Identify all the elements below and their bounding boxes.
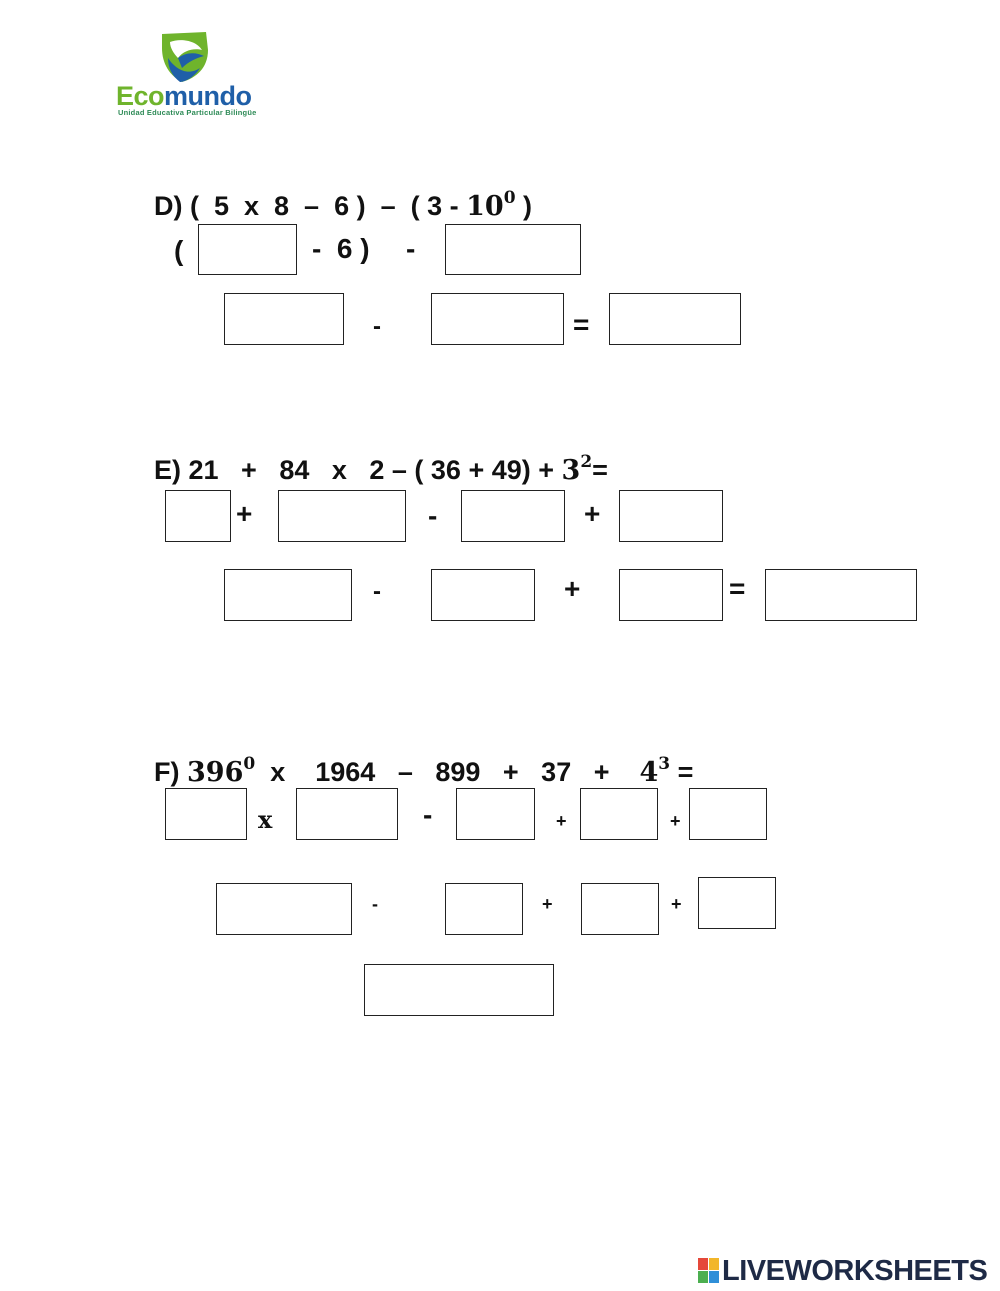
f-step1-plus-1: +	[556, 811, 567, 831]
f-step2-answer-box-4[interactable]	[698, 877, 776, 929]
problem-f-power-2	[639, 754, 671, 788]
d-step2-answer-box-2[interactable]	[431, 293, 564, 345]
problem-f-label: F)	[154, 757, 188, 787]
problem-d-text: D) ( 5 x 8 – 6 ) – ( 3 -	[154, 191, 467, 221]
power-exponent: 3	[658, 754, 671, 774]
d-step1-answer-box-1[interactable]	[198, 224, 297, 275]
d-step2-answer-box-1[interactable]	[224, 293, 344, 345]
d-step1-answer-box-2[interactable]	[445, 224, 581, 275]
problem-f-power-1	[187, 754, 256, 788]
liveworksheets-brand	[698, 1254, 998, 1288]
leaf-shield-icon	[156, 28, 214, 86]
problem-f-expression	[139, 724, 693, 789]
e-step2-answer-box-1[interactable]	[224, 569, 352, 621]
power-base: 396	[187, 757, 244, 788]
f-step1-times: x	[258, 805, 273, 834]
e-step1-answer-box-4[interactable]	[619, 490, 723, 542]
power-base: 4	[639, 757, 659, 788]
f-step1-answer-box-3[interactable]	[456, 788, 535, 840]
e-step2-equals: =	[729, 573, 746, 604]
liveworksheets-wordmark: LIVEWORKSHEETS	[722, 1255, 988, 1287]
f-step1-answer-box-4[interactable]	[580, 788, 658, 840]
power-exponent: 2	[580, 452, 593, 472]
logo-word-eco: Eco	[116, 81, 165, 111]
e-step2-plus: +	[564, 573, 581, 604]
power-exponent: 0	[503, 188, 516, 208]
power-base: 10	[466, 191, 504, 222]
d-step2-minus: -	[373, 313, 381, 340]
e-step1-minus: -	[428, 500, 438, 531]
icon-block-e	[709, 1271, 719, 1283]
problem-e-text: E) 21 + 84 x 2 – ( 36 + 49) +	[154, 455, 562, 485]
f-step2-plus-1: +	[542, 894, 553, 914]
icon-block-i	[709, 1258, 719, 1270]
problem-f-middle: x 1964 – 899 + 37 +	[255, 757, 640, 787]
e-step2-answer-box-3[interactable]	[619, 569, 723, 621]
f-step1-answer-box-2[interactable]	[296, 788, 398, 840]
power-base: 3	[561, 455, 581, 486]
f-step1-answer-box-1[interactable]	[165, 788, 247, 840]
e-final-answer-box[interactable]	[765, 569, 917, 621]
e-step1-answer-box-1[interactable]	[165, 490, 231, 542]
f-step2-answer-box-3[interactable]	[581, 883, 659, 935]
f-step2-answer-box-2[interactable]	[445, 883, 523, 935]
problem-e-close: =	[592, 455, 608, 485]
f-step1-minus: -	[423, 799, 433, 830]
e-step1-answer-box-3[interactable]	[461, 490, 565, 542]
e-step1-plus: +	[236, 498, 253, 529]
problem-f-close: =	[670, 757, 694, 787]
power-exponent: 0	[243, 754, 256, 774]
f-step1-answer-box-5[interactable]	[689, 788, 767, 840]
icon-block-l	[698, 1258, 708, 1270]
school-logo	[112, 28, 272, 120]
problem-d-close: )	[515, 191, 533, 221]
liveworksheets-icon	[698, 1258, 720, 1284]
e-step1-plus-2: +	[584, 498, 601, 529]
logo-word-mundo: mundo	[164, 81, 252, 111]
logo-subtitle: Unidad Educativa Particular Bilingüe	[118, 108, 257, 117]
f-step1-plus-2: +	[670, 811, 681, 831]
f-step2-plus-2: +	[671, 894, 682, 914]
icon-block-v	[698, 1271, 708, 1283]
problem-e-power	[561, 452, 593, 486]
d-step2-equals: =	[573, 309, 590, 340]
e-step2-minus: -	[373, 578, 381, 605]
e-step2-answer-box-2[interactable]	[431, 569, 535, 621]
f-step2-answer-box-1[interactable]	[216, 883, 352, 935]
d-step1-minus-six: - 6 )	[312, 233, 370, 264]
logo-wordmark	[116, 82, 252, 110]
problem-e-expression	[139, 422, 608, 487]
e-step1-answer-box-2[interactable]	[278, 490, 406, 542]
f-step2-minus: -	[372, 894, 378, 914]
problem-d-expression	[139, 158, 532, 223]
d-step1-open-paren: (	[174, 235, 184, 266]
f-final-answer-box[interactable]	[364, 964, 554, 1016]
problem-d-power	[466, 188, 516, 222]
d-final-answer-box[interactable]	[609, 293, 741, 345]
d-step1-minus: -	[406, 233, 416, 264]
